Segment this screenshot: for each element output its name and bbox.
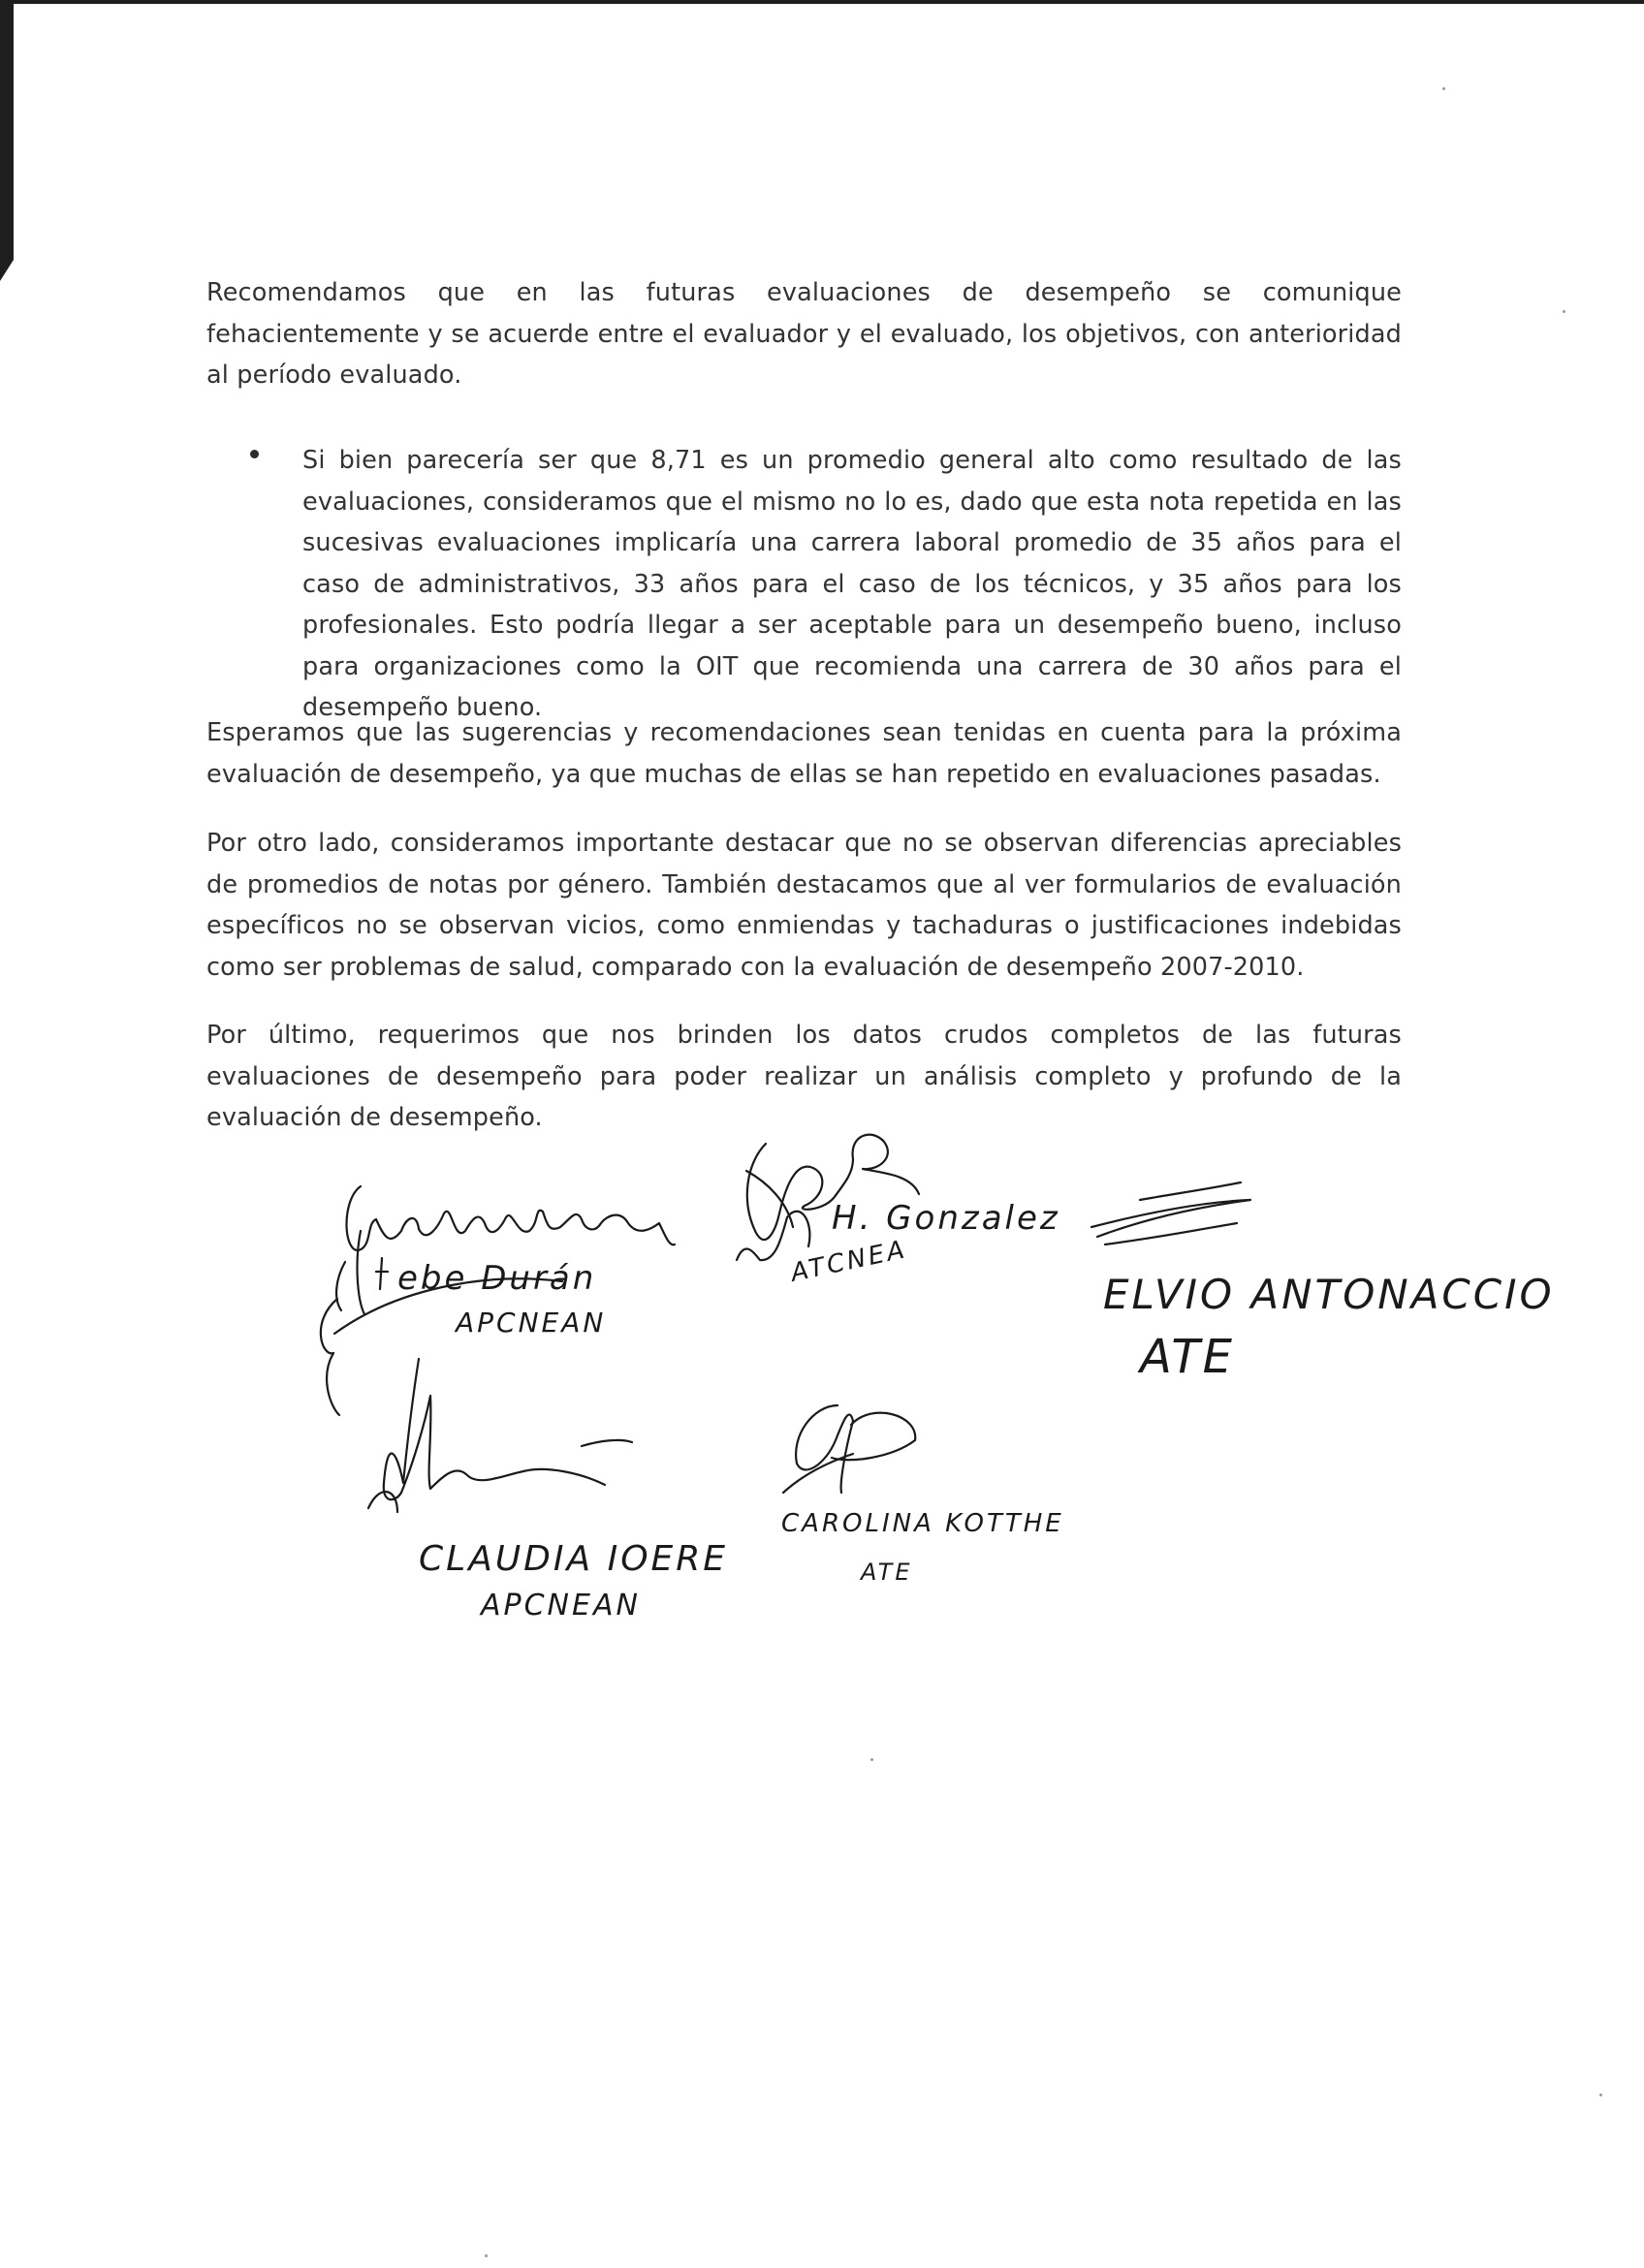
- signature-antonaccio: [1091, 1182, 1555, 1384]
- bullet-marker: [250, 450, 259, 458]
- paragraph-recommendation: Recomendamos que en las futuras evaluaciones de desempeño se comunique fehacientemente y se acuerde entre el evaluador y el evaluado, los objetivos, con anterioridad al período evaluado.: [206, 278, 1402, 390]
- scan-top-edge: [0, 0, 1644, 4]
- scan-corner-fold: [0, 0, 39, 291]
- signature-gonzalez-name: H. Gonzalez: [832, 1199, 1060, 1238]
- paragraph-gender: Por otro lado, consideramos importante destacar que no se observan diferencias apreciables de promedios de notas por género. También destacamos que al ver formularios de evaluación específicos no se observan vicios, como enmiendas y tachaduras o justificaciones indebidas como ser problemas de salud, comparado con la evaluación de desempeño 2007-2010.: [206, 829, 1402, 982]
- signature-kotthe-name: CAROLINA KOTTHE: [781, 1509, 1064, 1538]
- signature-ioere-name: CLAUDIA IOERE: [419, 1539, 729, 1579]
- signature-antonaccio-name: ELVIO ANTONACCIO: [1103, 1271, 1555, 1318]
- signature-hebe-duran-name: ebe Durán: [397, 1259, 597, 1298]
- signature-hebe-duran: [321, 1186, 675, 1415]
- scan-speck: [1563, 310, 1565, 313]
- bullet-item-average: Si bien parecería ser que 8,71 es un promedio general alto como resultado de las evaluaciones, consideramos que el mismo no lo es, dado que esta nota repetida en las sucesivas evaluaciones implicaría una carrera laboral promedio de 35 años para el caso de administrativos, 33 años para el caso de los técnicos, y 35 años para los profesionales. Esto podría llegar a ser aceptable para un desempeño bueno, incluso para organizaciones como la OIT que recomienda una carrera de 30 años para el desempeño bueno.: [302, 446, 1402, 722]
- scan-speck: [485, 2254, 488, 2257]
- signature-ioere: [368, 1359, 728, 1622]
- signature-hebe-duran-org: APCNEAN: [456, 1307, 607, 1339]
- scan-speck: [1599, 2094, 1602, 2096]
- signature-antonaccio-org: ATE: [1140, 1330, 1235, 1384]
- signature-gonzalez: [737, 1135, 1060, 1289]
- scan-speck: [1442, 87, 1445, 90]
- paragraph-raw-data: Por último, requerimos que nos brinden los datos crudos completos de las futuras evaluaciones de desempeño para poder realizar un análisis completo y profundo de la evaluación de desempeño.: [206, 1021, 1402, 1132]
- signature-ioere-org: APCNEAN: [481, 1589, 641, 1622]
- signature-gonzalez-org: ATCNEA: [788, 1235, 910, 1288]
- signature-kotthe-org: ATE: [861, 1559, 913, 1586]
- paragraph-suggestions: Esperamos que las sugerencias y recomendaciones sean tenidas en cuenta para la próxima evaluación de desempeño, ya que muchas de ellas se han repetido en evaluaciones pasadas.: [206, 718, 1402, 789]
- scan-speck: [870, 1758, 873, 1761]
- signature-kotthe: [781, 1405, 1064, 1586]
